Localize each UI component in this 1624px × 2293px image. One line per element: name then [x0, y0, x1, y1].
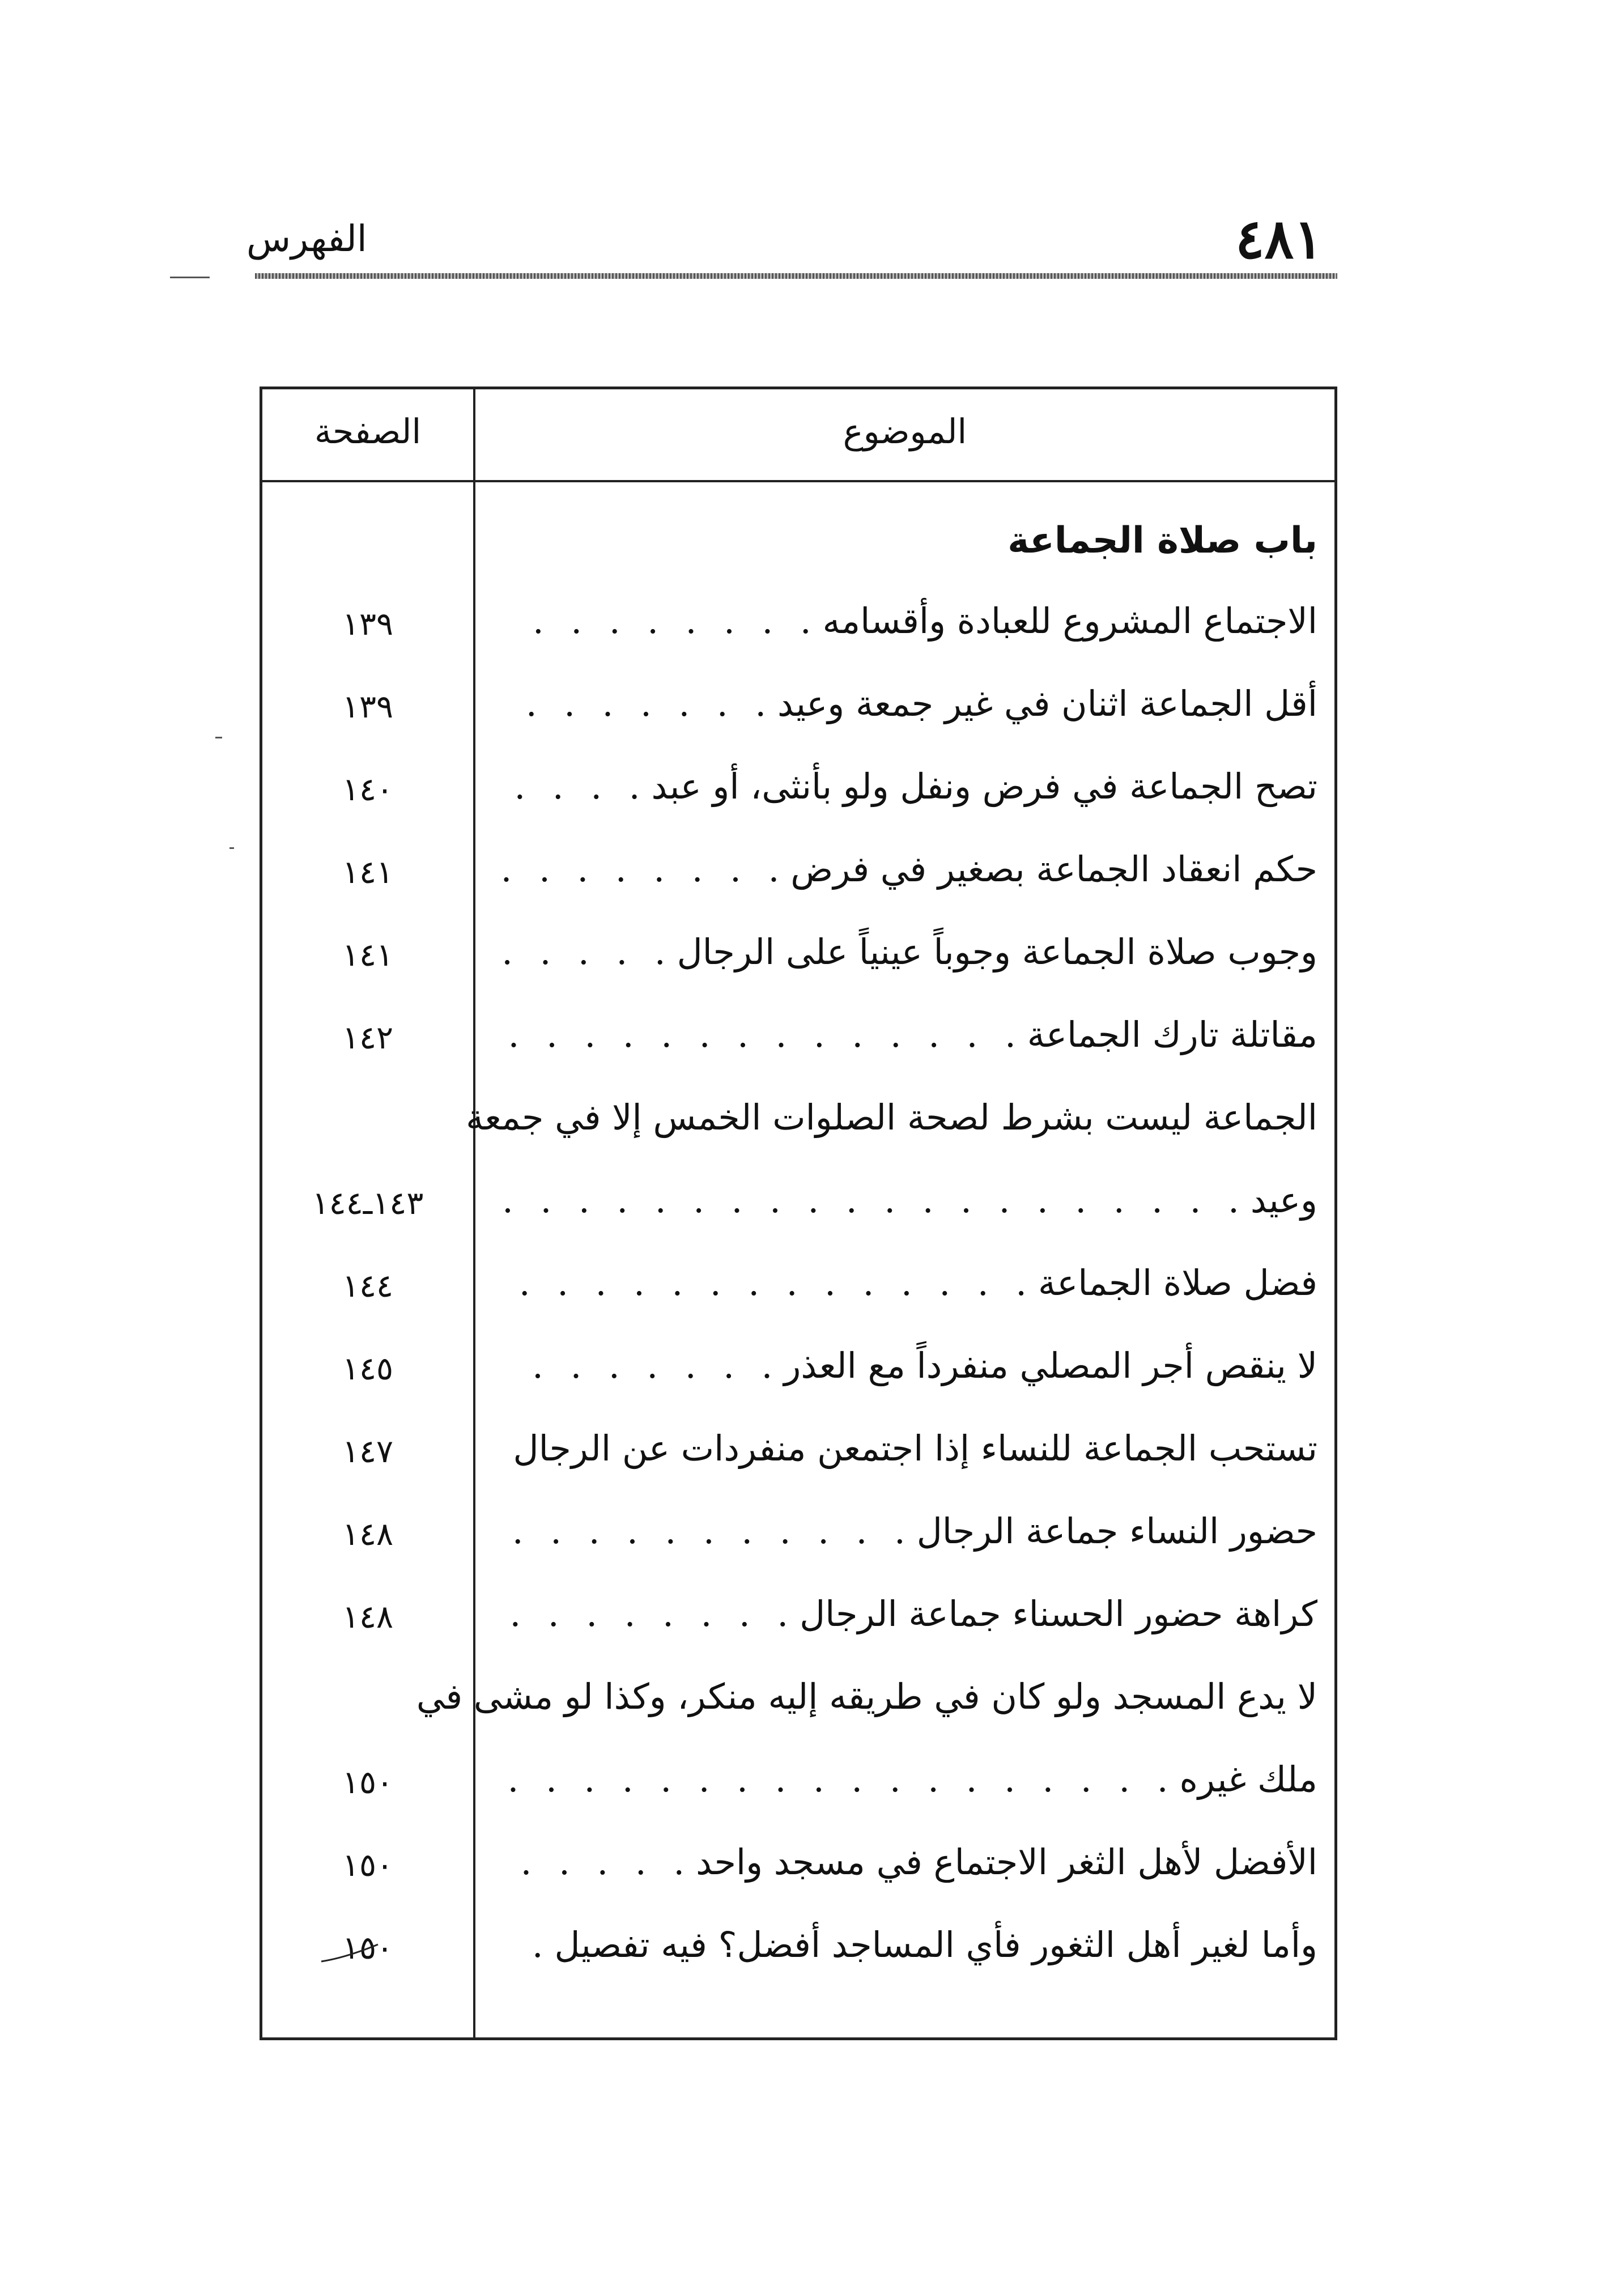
index-entry — [262, 1007, 1334, 1090]
entry-topic: الاجتماع المشروع للعبادة وأقسامه . . . — [475, 600, 1334, 642]
index-table — [260, 387, 1337, 2040]
index-entry — [262, 1504, 1334, 1586]
header-row-rule — [262, 480, 1334, 482]
index-entry — [262, 1421, 1334, 1504]
index-entry — [262, 1255, 1334, 1338]
index-entry — [262, 842, 1334, 924]
entry-topic: أقل الجماعة اثنان في غير جمعة وعيد . . . — [475, 683, 1334, 724]
entry-page: ١٤٨ — [342, 1599, 394, 1636]
entry-page: ١٤٤ — [342, 1268, 394, 1305]
index-entry — [262, 1917, 1334, 2000]
margin-mark — [215, 737, 222, 738]
entry-topic: حكم انعقاد الجماعة بصغير في فرض . . . — [475, 848, 1334, 890]
index-entry — [262, 1835, 1334, 1917]
margin-mark — [229, 847, 234, 849]
running-header-title: الفهرس — [246, 218, 367, 260]
index-entry — [262, 1090, 1334, 1173]
index-entry — [262, 759, 1334, 842]
index-entry — [262, 1338, 1334, 1421]
index-entry — [262, 593, 1334, 676]
pen-mark — [319, 1942, 381, 1965]
entry-topic: وأما لغير أهل الثغور فأي المساجد أفضل؟ فيه تفصيل . . . — [475, 1924, 1334, 1965]
entry-page: ١٤٢ — [342, 1020, 394, 1056]
entry-topic: لا يدع المسجد ولو كان في طريقه إليه منكر، وكذا لو مشى في — [416, 1676, 1317, 1717]
header-rule — [255, 273, 1337, 279]
entry-topic: الأفضل لأهل الثغر الاجتماع في مسجد واحد . . . — [475, 1841, 1334, 1883]
index-entry — [262, 1173, 1334, 1255]
entry-topic: وعيد . . . — [475, 1179, 1334, 1221]
column-header-page: الصفحة — [314, 412, 422, 452]
entry-page: ١٤١ — [342, 937, 394, 974]
index-entry — [262, 1752, 1334, 1835]
entry-page: ١٤٨ — [342, 1516, 394, 1553]
entry-page: ١٤٥ — [342, 1351, 394, 1387]
entry-page: ١٣٩ — [342, 606, 394, 643]
index-entry — [262, 924, 1334, 1007]
entry-page: ١٤٣ـ١٤٤ — [312, 1185, 424, 1222]
entry-topic: لا ينقص أجر المصلي منفرداً مع العذر . . . — [475, 1345, 1334, 1386]
index-entry — [262, 1586, 1334, 1669]
margin-mark — [170, 277, 210, 278]
index-entry — [262, 676, 1334, 759]
entry-page: ١٥٠ — [342, 1847, 394, 1884]
entry-page: ١٣٩ — [342, 689, 394, 725]
page-number: ٤٨١ — [1235, 207, 1323, 271]
entry-page: ١٥٠ — [342, 1930, 394, 1967]
entry-page: ١٤٠ — [342, 771, 394, 808]
entry-topic: تستحب الجماعة للنساء إذا اجتمعن منفردات عن الرجال . . . — [475, 1428, 1334, 1469]
entry-page: ١٥٠ — [342, 1764, 394, 1801]
column-header-topic: الموضوع — [843, 412, 967, 452]
entry-topic: الجماعة ليست بشرط لصحة الصلوات الخمس إلا في جمعة — [466, 1097, 1317, 1138]
entry-topic: وجوب صلاة الجماعة وجوباً عينياً على الرجال . . . — [475, 931, 1334, 973]
entry-topic: ملك غيره . . . — [475, 1759, 1334, 1800]
entry-topic: حضور النساء جماعة الرجال . . . — [475, 1510, 1334, 1552]
index-entry — [262, 1669, 1334, 1752]
entry-topic: كراهة حضور الحسناء جماعة الرجال . . . — [475, 1593, 1334, 1634]
entry-topic: تصح الجماعة في فرض ونفل ولو بأنثى، أو عبد . . . — [475, 766, 1334, 807]
entry-page: ١٤٧ — [342, 1433, 394, 1470]
entry-page: ١٤١ — [342, 854, 394, 891]
section-heading: باب صلاة الجماعة — [1007, 520, 1317, 562]
entry-topic: مقاتلة تارك الجماعة . . . — [475, 1014, 1334, 1055]
entry-topic: فضل صلاة الجماعة . . . — [475, 1262, 1334, 1303]
